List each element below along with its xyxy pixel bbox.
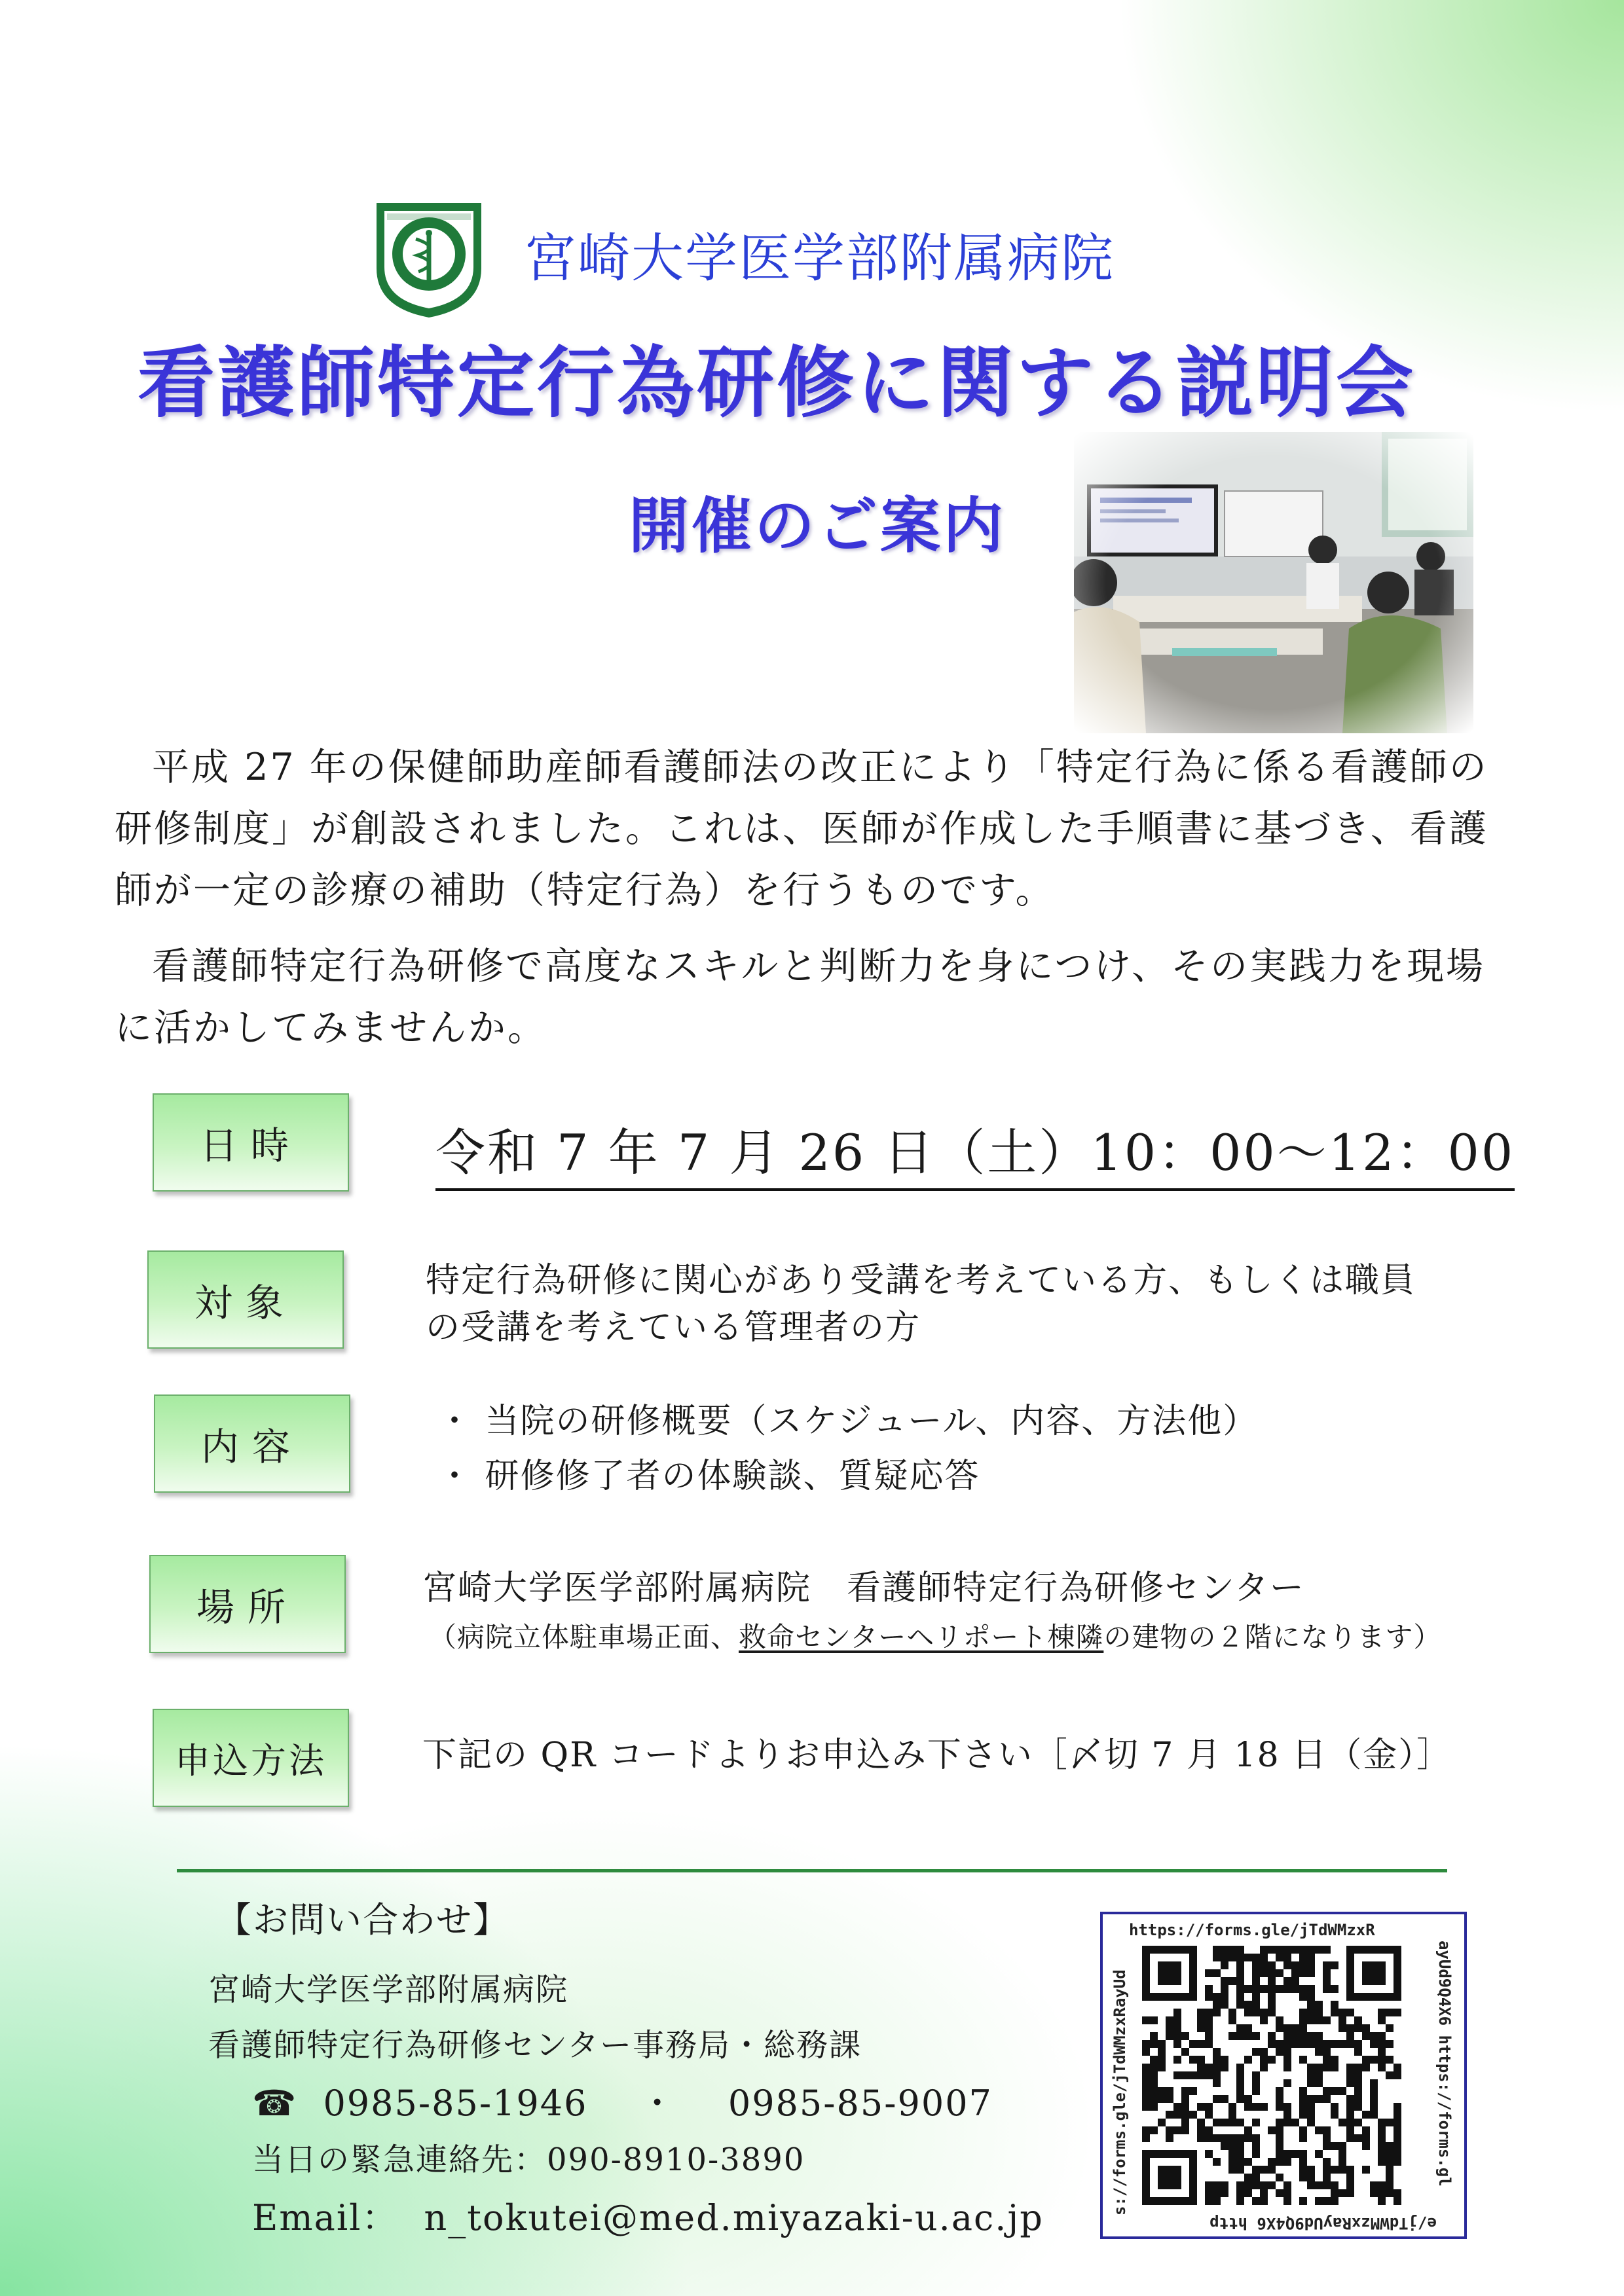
place-note-pre: （病院立体駐車場正面、 — [429, 1621, 739, 1653]
target-line-2: の受講を考えている管理者の方 — [426, 1308, 921, 1347]
content-label: 内容 — [154, 1394, 350, 1493]
hospital-name: 宮崎大学医学部附属病院 — [524, 228, 1115, 289]
place-label: 場所 — [149, 1555, 346, 1653]
phone-1[interactable]: 0985-85-1946 — [323, 2083, 588, 2124]
apply-label: 申込方法 — [153, 1709, 349, 1807]
contact-phones — [252, 2075, 993, 2126]
phone-2[interactable]: 0985-85-9007 — [728, 2083, 993, 2124]
page-subtitle: 開催のご案内 — [629, 491, 1006, 561]
classroom-photo — [1074, 432, 1473, 733]
qr-url-right: ayUd9Q4X6 https://forms.gl — [1435, 1941, 1454, 2187]
content-item-1: ・ 当院の研修概要（スケジュール、内容、方法他） — [437, 1402, 1259, 1441]
email-link[interactable]: n_tokutei@med.miyazaki-u.ac.jp — [424, 2197, 1044, 2238]
apply-text: 下記の QR コードよりお申込み下さい［〆切 7 月 18 日（金）］ — [422, 1736, 1452, 1775]
place-note-underlined: 救命センターヘリポート棟隣 — [739, 1621, 1104, 1653]
email-label: Email： — [252, 2197, 399, 2238]
place-note-post: の建物の２階になります） — [1103, 1621, 1442, 1653]
intro-text — [115, 737, 1516, 1059]
target-line-1: 特定行為研修に関心があり受講を考えている方、もしくは職員 — [426, 1261, 1416, 1300]
page-title: 看護師特定行為研修に関する説明会 — [138, 338, 1416, 428]
qr-url-bottom: e/jTdWMzxRayUd9Q4X6 http — [1209, 2214, 1437, 2232]
contact-org-1: 宮崎大学医学部附属病院 — [208, 1971, 569, 2008]
contact-org-2: 看護師特定行為研修センター事務局・総務課 — [208, 2027, 862, 2064]
date-label: 日時 — [153, 1093, 349, 1192]
intro-paragraph-2: 看護師特定行為研修で高度なスキルと判断力を身につけ、その実践力を現場に活かしてみませんか。 — [115, 945, 1486, 1049]
target-label: 対象 — [147, 1250, 344, 1349]
place-note — [429, 1616, 1441, 1655]
contact-heading: 【お問い合わせ】 — [216, 1899, 509, 1941]
qr-url-top: https://forms.gle/jTdWMzxR — [1129, 1921, 1375, 1939]
qr-code-icon — [1142, 1946, 1414, 2208]
content-item-2: ・ 研修修了者の体験談、質疑応答 — [437, 1457, 980, 1496]
intro-paragraph-1: 平成 27 年の保健師助産師看護師法の改正により「特定行為に係る看護師の研修制度」が創設されました。これは、医師が作成した手順書に基づき、看護師が一定の診療の補助（特定行為）を行うものです。 — [115, 746, 1488, 912]
place-name: 宮崎大学医学部附属病院 看護師特定行為研修センター — [422, 1569, 1305, 1608]
event-date: 令和 7 年 7 月 26 日（土）10：00〜12：00 — [435, 1113, 1515, 1191]
phone-separator: ・ — [639, 2083, 676, 2124]
emergency-contact: 当日の緊急連絡先：090-8910-3890 — [252, 2141, 805, 2178]
phone-icon: ☎ — [252, 2083, 298, 2124]
target-text — [426, 1257, 1416, 1351]
place-text — [422, 1565, 1441, 1655]
content-list — [437, 1398, 1258, 1500]
section-divider — [177, 1869, 1447, 1872]
university-seal-icon — [370, 196, 488, 321]
email-row — [252, 2190, 1044, 2240]
qr-url-left: s://forms.gle/jTdWMzxRayUd — [1111, 1969, 1129, 2215]
qr-code[interactable] — [1100, 1912, 1467, 2239]
